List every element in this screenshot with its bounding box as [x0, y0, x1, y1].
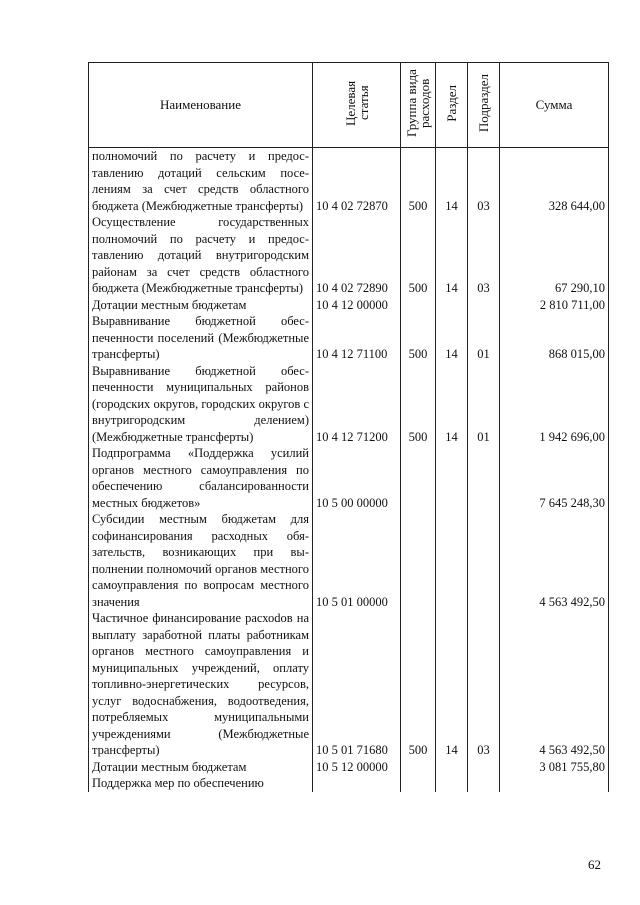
cell-subsection — [468, 511, 500, 610]
cell-subsection — [468, 759, 500, 776]
cell-section: 14 — [436, 148, 468, 215]
cell-expense-group — [401, 775, 436, 792]
cell-expense-group — [401, 297, 436, 314]
cell-name: Частичное финансирование расхоdов на выплату заработной платы работникам органов местного самоуправления и муниципальных учреждений, оплату топливно-энергетических ресурсов, услуг водоснабжения, водоотведения, потребляемых муниципальными учреждениями (Межбюджетные трансферты) — [89, 610, 313, 759]
page-number: 62 — [588, 857, 601, 872]
cell-sum: 2 810 711,00 — [500, 297, 609, 314]
cell-section: 14 — [436, 610, 468, 759]
cell-target-article: 10 5 01 71680 — [313, 610, 401, 759]
cell-section — [436, 445, 468, 511]
cell-subsection — [468, 445, 500, 511]
header-sum: Сумма — [500, 63, 609, 148]
cell-sum: 328 644,00 — [500, 148, 609, 215]
cell-section — [436, 511, 468, 610]
cell-expense-group — [401, 445, 436, 511]
cell-sum — [500, 775, 609, 792]
cell-subsection: 03 — [468, 610, 500, 759]
table-body — [89, 148, 609, 792]
cell-expense-group: 500 — [401, 313, 436, 363]
cell-name: Субсидии местным бюджетам для софинансирования расходных обязательств, возникающих при выполнении полномочий органов местного самоуправления по вопросам местного значения — [89, 511, 313, 610]
cell-target-article — [313, 775, 401, 792]
cell-target-article: 10 5 12 00000 — [313, 759, 401, 776]
cell-sum: 4 563 492,50 — [500, 511, 609, 610]
cell-target-article: 10 4 02 72870 — [313, 148, 401, 215]
table-row — [89, 363, 609, 446]
cell-section — [436, 775, 468, 792]
cell-name: Дотации местным бюджетам — [89, 759, 313, 776]
header-name: Наименование — [89, 63, 313, 148]
cell-expense-group — [401, 511, 436, 610]
cell-sum: 3 081 755,80 — [500, 759, 609, 776]
cell-subsection — [468, 775, 500, 792]
header-expense-group: Группа вида расходов — [401, 63, 436, 148]
cell-expense-group — [401, 759, 436, 776]
cell-target-article: 10 4 12 71100 — [313, 313, 401, 363]
cell-expense-group: 500 — [401, 148, 436, 215]
header-section: Раздел — [436, 63, 468, 148]
cell-section — [436, 759, 468, 776]
cell-name: Поддержка мер по обеспечению — [89, 775, 313, 792]
cell-section: 14 — [436, 363, 468, 446]
table-row — [89, 775, 609, 792]
table-row — [89, 297, 609, 314]
cell-subsection: 03 — [468, 148, 500, 215]
cell-sum: 67 290,10 — [500, 214, 609, 297]
cell-subsection: 03 — [468, 214, 500, 297]
cell-name: полномочий по расчету и предоставлению дотаций сельским поселениям за счет средств областного бюджета (Межбюджетные трансферты) — [89, 148, 313, 215]
cell-expense-group: 500 — [401, 610, 436, 759]
table-row — [89, 610, 609, 759]
cell-target-article: 10 5 01 00000 — [313, 511, 401, 610]
table-row — [89, 313, 609, 363]
cell-subsection — [468, 297, 500, 314]
cell-name: Дотации местным бюджетам — [89, 297, 313, 314]
cell-expense-group: 500 — [401, 214, 436, 297]
cell-name: Выравнивание бюджетной обеспеченности муниципальных районов (городских округов, городских округов с внутригородским делением) (Межбюджетные трансферты) — [89, 363, 313, 446]
cell-name: Осуществление государственных полномочий по расчету и предоставлению дотаций внутригородским районам за счет средств областного бюджета (Межбюджетные трансферты) — [89, 214, 313, 297]
cell-target-article: 10 5 00 00000 — [313, 445, 401, 511]
header-target-article: Целевая статья — [313, 63, 401, 148]
cell-target-article: 10 4 02 72890 — [313, 214, 401, 297]
cell-section: 14 — [436, 313, 468, 363]
table-row — [89, 759, 609, 776]
table-row — [89, 148, 609, 215]
budget-table — [88, 62, 609, 792]
cell-sum: 1 942 696,00 — [500, 363, 609, 446]
table-row — [89, 511, 609, 610]
cell-sum: 4 563 492,50 — [500, 610, 609, 759]
table-row — [89, 214, 609, 297]
header-subsection: Подраздел — [468, 63, 500, 148]
cell-target-article: 10 4 12 71200 — [313, 363, 401, 446]
cell-sum: 868 015,00 — [500, 313, 609, 363]
table-header-row — [89, 63, 609, 148]
cell-subsection: 01 — [468, 313, 500, 363]
cell-expense-group: 500 — [401, 363, 436, 446]
cell-sum: 7 645 248,30 — [500, 445, 609, 511]
cell-section: 14 — [436, 214, 468, 297]
cell-subsection: 01 — [468, 363, 500, 446]
cell-name: Выравнивание бюджетной обеспеченности поселений (Межбюджетные трансферты) — [89, 313, 313, 363]
cell-name: Подпрограмма «Поддержка усилий органов местного самоуправления по обеспечению сбалансированности местных бюджетов» — [89, 445, 313, 511]
cell-section — [436, 297, 468, 314]
table-row — [89, 445, 609, 511]
cell-target-article: 10 4 12 00000 — [313, 297, 401, 314]
